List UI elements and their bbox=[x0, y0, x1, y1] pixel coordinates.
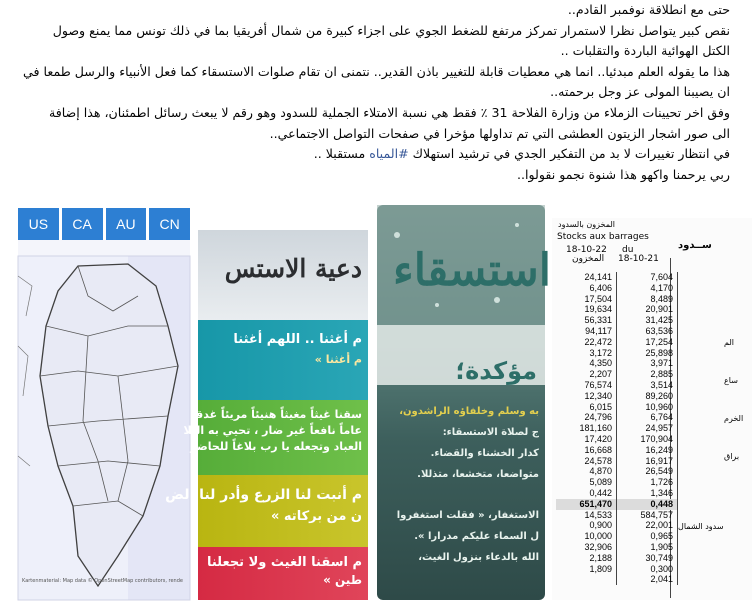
post-line: ربي يرحمنا واكهو هذا شنوة نجمو نقولوا.. bbox=[516, 166, 730, 182]
cell-previous: 3,971 bbox=[617, 358, 678, 369]
region-tabs bbox=[18, 208, 190, 240]
table-row bbox=[556, 391, 678, 402]
table-row bbox=[556, 531, 678, 542]
table-row bbox=[556, 574, 678, 585]
cell-current: 24,141 bbox=[556, 272, 617, 283]
table-row bbox=[556, 510, 678, 521]
table-row bbox=[556, 272, 678, 283]
table-header-ar: المخزون بالسدود bbox=[558, 220, 616, 229]
tab-au[interactable]: AU bbox=[106, 208, 147, 240]
table-row bbox=[556, 283, 678, 294]
prayer-band-yellow bbox=[165, 475, 368, 547]
table-header-fr: Stocks aux barrages bbox=[557, 232, 649, 242]
band-text: عاماً نافعاً غير ضار ، تحيي به البلا bbox=[183, 424, 362, 437]
post-line-part: مستقبلا .. bbox=[313, 146, 370, 162]
tab-cn[interactable]: CN bbox=[149, 208, 190, 240]
cell-current: 0,442 bbox=[556, 488, 617, 499]
cell-current: 2,188 bbox=[556, 553, 617, 564]
photo-rain-poster[interactable] bbox=[377, 205, 551, 600]
row-label: براق bbox=[724, 452, 740, 461]
poster-lines bbox=[381, 401, 539, 568]
table-row bbox=[556, 304, 678, 315]
cell-previous: 16,249 bbox=[617, 445, 678, 456]
card-title: دعية الاستس bbox=[224, 254, 362, 283]
table-row bbox=[556, 358, 678, 369]
cell-current: 4,350 bbox=[556, 358, 617, 369]
cell-current: 10,000 bbox=[556, 531, 617, 542]
table-row bbox=[556, 380, 678, 391]
cell-previous: 4,170 bbox=[617, 283, 678, 294]
post-line: هذا ما يقوله العلم مبدئيا.. انما هي معطيات قابلة للتغيير باذن القدير.. نتمنى ان تقام صلوات الاستسقاء كما فعل الأنبياء والرسل طمعا في bbox=[23, 63, 730, 79]
post-line: وفق اخر تحيينات الزملاء من وزارة الفلاحة 31 ٪ فقط هي نسبة الامتلاء الجملية للسدود وهو رقم لا يبعث رسائل اطمئنان، هذا إضافة bbox=[48, 104, 730, 120]
cell-previous: 2,885 bbox=[617, 369, 678, 380]
row-label: ساع bbox=[724, 376, 738, 385]
cell-current: 6,406 bbox=[556, 283, 617, 294]
cell-previous: 1,346 bbox=[617, 488, 678, 499]
photo-prayer-card[interactable] bbox=[165, 230, 368, 600]
post-line: ان يصيبنا المولى عز وجل برحمته.. bbox=[550, 84, 730, 100]
row-label: سدود الشمال bbox=[678, 522, 724, 531]
cell-previous: 7,604 bbox=[617, 272, 678, 283]
cell-previous: 0,300 bbox=[617, 564, 678, 575]
cell-current: 1,809 bbox=[556, 564, 617, 575]
cell-current: 17,504 bbox=[556, 294, 617, 305]
cell-previous: 170,904 bbox=[617, 434, 678, 445]
poster-line: الاستغفار، « فقلت استغفروا bbox=[396, 510, 539, 521]
table-row bbox=[556, 542, 678, 553]
table-row bbox=[556, 402, 678, 413]
table-row bbox=[556, 466, 678, 477]
band-text: طين » bbox=[323, 573, 362, 587]
cell-previous: 16,917 bbox=[617, 456, 678, 467]
table-row bbox=[556, 520, 678, 531]
cell-previous: 31,425 bbox=[617, 315, 678, 326]
cell-current: 181,160 bbox=[556, 423, 617, 434]
table-row bbox=[556, 434, 678, 445]
poster-line: الله بالدعاء بنزول الغيث، bbox=[418, 552, 539, 563]
cell-current: 56,331 bbox=[556, 315, 617, 326]
cell-current: 24,796 bbox=[556, 412, 617, 423]
cell-current: 94,117 bbox=[556, 326, 617, 337]
card-header bbox=[198, 230, 368, 320]
tunisia-map bbox=[18, 256, 190, 600]
table-row bbox=[556, 488, 678, 499]
poster-line: متواضعا، متخشعا، متذللا. bbox=[417, 469, 539, 480]
table-row bbox=[556, 553, 678, 564]
tab-ca[interactable]: CA bbox=[62, 208, 103, 240]
post-line: حتى مع انطلاقة نوفمبر القادم.. bbox=[567, 2, 730, 17]
poster-line: كدار الخشناء والقضاء. bbox=[430, 448, 539, 459]
cell-previous: 10,960 bbox=[617, 402, 678, 413]
date-col2: 18-10-21 bbox=[618, 254, 659, 264]
cell-current: 0,900 bbox=[556, 520, 617, 531]
cell-previous: 17,254 bbox=[617, 337, 678, 348]
band-text: م أغثنا .. اللهم أغثنا bbox=[233, 332, 362, 347]
cell-current: 16,668 bbox=[556, 445, 617, 456]
cell-previous: 63,536 bbox=[617, 326, 678, 337]
cell-current: 2,207 bbox=[556, 369, 617, 380]
cell-previous: 1,726 bbox=[617, 477, 678, 488]
map-attribution: Kartenmaterial: Map data © OpenStreetMap contributors, rende bbox=[22, 578, 183, 584]
poster-subtitle: مؤكدة؛ bbox=[455, 357, 537, 385]
post-line: نقص كبير يتواصل نظرا لاستمرار تمركز مرتفع للضغط الجوي على اجزاء كبيرة من شمال أفريقيا بما في ذلك تونس مما يمنع وصول bbox=[52, 22, 730, 38]
cell-previous: 30,749 bbox=[617, 553, 678, 564]
table-right-header: ســدود bbox=[678, 240, 712, 251]
cell-previous: 8,489 bbox=[617, 294, 678, 305]
hashtag-link[interactable]: #المياه bbox=[369, 146, 409, 162]
cell-previous: 89,260 bbox=[617, 391, 678, 402]
poster-line: ل السماء عليكم مدرارا ». bbox=[414, 531, 539, 542]
col-label: du bbox=[622, 245, 634, 255]
cell-current bbox=[556, 574, 617, 585]
photo-map[interactable] bbox=[18, 208, 190, 600]
photo-dam-table[interactable] bbox=[552, 218, 752, 600]
tab-us[interactable]: US bbox=[18, 208, 59, 240]
cell-current: 14,533 bbox=[556, 510, 617, 521]
cell-previous: 584,757 bbox=[617, 510, 678, 521]
post-line bbox=[8, 144, 730, 165]
cell-previous: 24,957 bbox=[617, 423, 678, 434]
band-text: م أغثنا » bbox=[314, 353, 362, 366]
poster-line: به وسلم وخلفاؤه الراشدون، bbox=[399, 406, 539, 417]
table-row bbox=[556, 337, 678, 348]
table-row bbox=[556, 445, 678, 456]
cell-current: 22,472 bbox=[556, 337, 617, 348]
cell-current: 6,015 bbox=[556, 402, 617, 413]
table-row bbox=[556, 564, 678, 575]
cell-current: 24,578 bbox=[556, 456, 617, 467]
post-text bbox=[8, 0, 730, 185]
cell-previous: 0,448 bbox=[617, 499, 678, 510]
band-text: سقنا غيثاً مغيثاً هنيئاً مريئاً غدقاً bbox=[191, 408, 362, 421]
prayer-band-green bbox=[183, 400, 368, 475]
poster-line: ج لصلاة الاستسقاء: bbox=[442, 427, 539, 438]
table-row bbox=[556, 456, 678, 467]
cell-current: 651,470 bbox=[556, 499, 617, 510]
prayer-band-red bbox=[198, 547, 368, 600]
cell-current: 17,420 bbox=[556, 434, 617, 445]
cell-current: 19,634 bbox=[556, 304, 617, 315]
post-line-part: في انتظار تغييرات لا بد من التفكير الجدي في ترشيد استهلاك bbox=[408, 146, 730, 162]
band-text: ن من بركاته » bbox=[271, 509, 362, 524]
row-label: الم bbox=[724, 338, 734, 347]
dam-stocks-table bbox=[556, 272, 678, 585]
band-text: العباد وتجعله يا رب بلاغاً للحاضر bbox=[190, 440, 362, 453]
map-outline-graphic bbox=[18, 256, 190, 600]
prayer-band-teal bbox=[198, 320, 368, 400]
cell-previous: 25,898 bbox=[617, 348, 678, 359]
cell-current: 76,574 bbox=[556, 380, 617, 391]
row-label: الخرم bbox=[724, 414, 744, 423]
post-line: الكتل الهوائية الباردة والتقلبات .. bbox=[560, 43, 730, 59]
poster-title: استسقاء bbox=[393, 245, 551, 296]
cell-current: 3,172 bbox=[556, 348, 617, 359]
cell-previous: 22,001 bbox=[617, 520, 678, 531]
cell-current: 12,340 bbox=[556, 391, 617, 402]
table-row bbox=[556, 412, 678, 423]
post-line: الى صور اشجار الزيتون العطشى التي تم تداولها مؤخرا في صفحات التواصل الاجتماعي.. bbox=[269, 125, 730, 141]
cell-previous: 6,764 bbox=[617, 412, 678, 423]
table-row bbox=[556, 348, 678, 359]
table-row bbox=[556, 315, 678, 326]
band-text: م أنبت لنا الزرع وأدر لنا الض bbox=[165, 487, 362, 503]
cell-previous: 1,905 bbox=[617, 542, 678, 553]
cell-previous: 0,965 bbox=[617, 531, 678, 542]
cell-previous: 26,549 bbox=[617, 466, 678, 477]
table-row bbox=[556, 294, 678, 305]
band-text: م اسقنا الغيث ولا تجعلنا bbox=[206, 555, 362, 570]
cell-current: 4,870 bbox=[556, 466, 617, 477]
cell-previous: 2,041 bbox=[617, 574, 678, 585]
photo-grid bbox=[0, 200, 744, 600]
col-label: المخزون bbox=[572, 254, 605, 264]
cell-current: 5,089 bbox=[556, 477, 617, 488]
table-row bbox=[556, 369, 678, 380]
date-col1: 18-10-22 bbox=[566, 245, 607, 255]
table-row bbox=[556, 326, 678, 337]
table-row bbox=[556, 423, 678, 434]
cell-current: 32,906 bbox=[556, 542, 617, 553]
cell-previous: 20,901 bbox=[617, 304, 678, 315]
table-row bbox=[556, 499, 678, 510]
table-row bbox=[556, 477, 678, 488]
cell-previous: 3,514 bbox=[617, 380, 678, 391]
